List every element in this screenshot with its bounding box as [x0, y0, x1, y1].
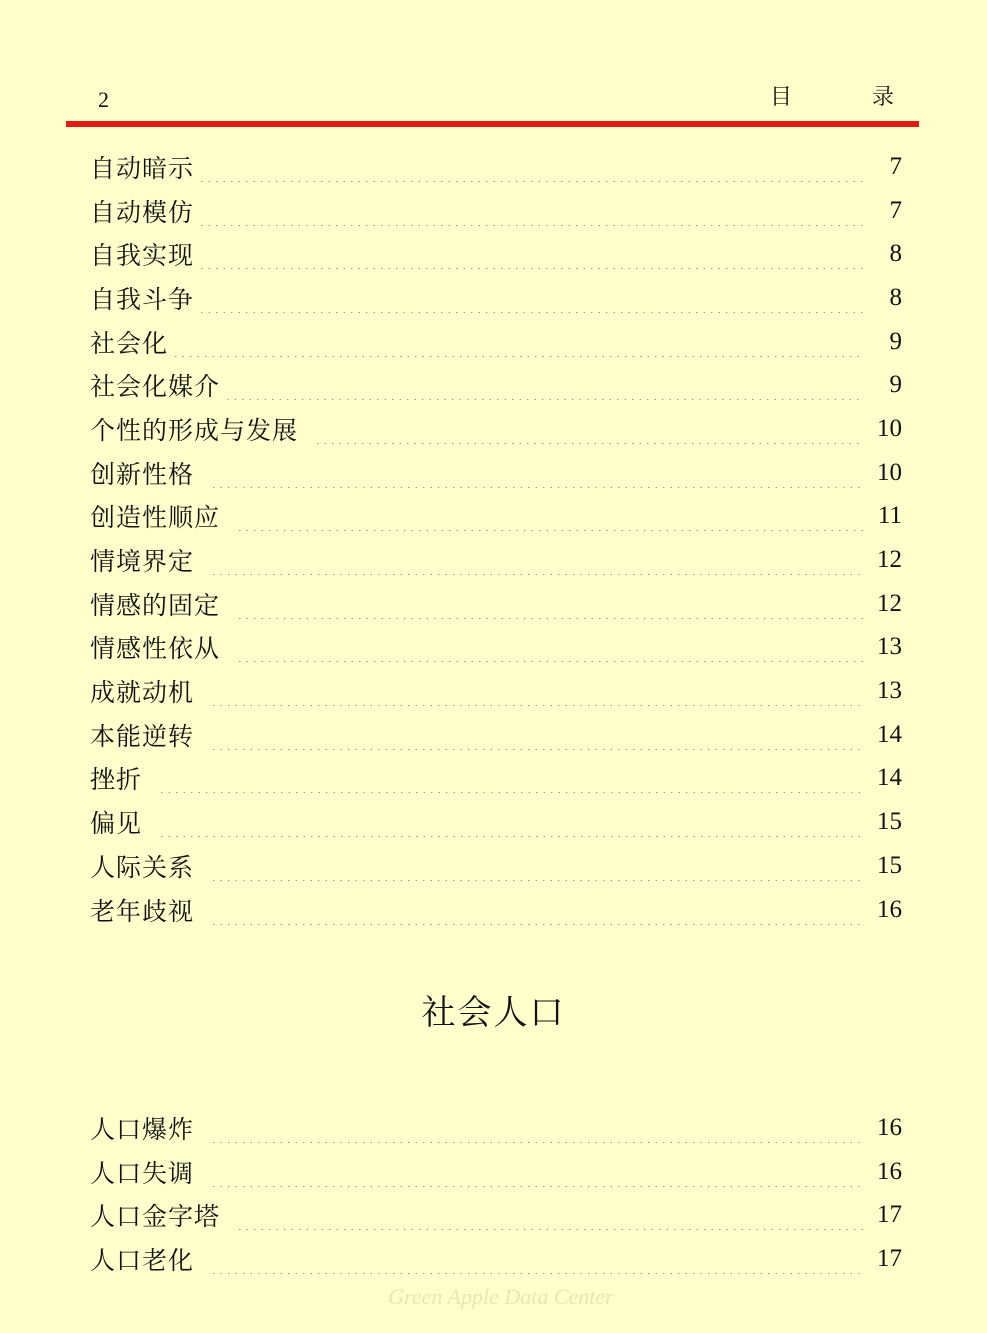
toc-entry-title: 成就动机 — [90, 678, 195, 708]
running-head-char: 录 — [871, 85, 894, 110]
toc-leader — [210, 1157, 864, 1187]
toc-entry-page: 8 — [889, 240, 902, 268]
toc-entry-title: 人口失调 — [90, 1158, 195, 1188]
toc-leader — [210, 458, 864, 488]
section-heading: 社会人口 — [421, 993, 566, 1033]
toc-entry[interactable] — [90, 713, 902, 757]
toc-entry-page: 11 — [877, 502, 902, 530]
toc-entry-page: 12 — [877, 589, 902, 617]
toc-list-top — [90, 145, 902, 931]
toc-leader — [210, 720, 864, 750]
toc-leader — [158, 763, 864, 793]
toc-entry-page: 14 — [877, 764, 902, 792]
toc-leader — [198, 283, 864, 313]
toc-entry-title: 情境界定 — [90, 547, 195, 577]
toc-entry-page: 16 — [877, 1157, 902, 1185]
toc-entry[interactable] — [90, 451, 902, 495]
toc-entry-page: 8 — [889, 283, 902, 311]
watermark: Green Apple Data Center — [388, 1284, 614, 1309]
toc-entry[interactable] — [90, 669, 902, 713]
toc-entry-page: 13 — [877, 633, 902, 661]
page-number: 2 — [98, 87, 109, 112]
toc-leader — [236, 501, 864, 531]
toc-leader — [198, 152, 864, 182]
toc-entry[interactable] — [90, 800, 902, 844]
toc-entry-title: 情感的固定 — [90, 590, 221, 620]
toc-leader — [210, 1244, 864, 1274]
toc-leader — [236, 1200, 864, 1230]
toc-entry-title: 创新性格 — [90, 459, 195, 489]
toc-entry-title: 情感性依从 — [90, 634, 221, 664]
toc-entry[interactable] — [90, 757, 902, 801]
toc-entry-page: 12 — [877, 546, 902, 574]
toc-entry[interactable] — [90, 145, 902, 189]
toc-entry-page: 16 — [877, 895, 902, 923]
toc-leader — [198, 196, 864, 226]
toc-entry-title: 社会化 — [90, 328, 169, 358]
toc-entry-page: 10 — [877, 458, 902, 486]
toc-entry[interactable] — [90, 232, 902, 276]
toc-entry-page: 7 — [889, 152, 902, 180]
toc-entry-page: 15 — [877, 808, 902, 836]
toc-leader — [198, 239, 864, 269]
toc-entry-page: 17 — [877, 1201, 902, 1229]
toc-entry[interactable] — [90, 1237, 902, 1281]
toc-entry-title: 自动模仿 — [90, 197, 195, 227]
toc-entry-title: 老年歧视 — [90, 896, 195, 926]
toc-entry[interactable] — [90, 888, 902, 932]
toc-entry[interactable] — [90, 626, 902, 670]
toc-entry[interactable] — [90, 582, 902, 626]
toc-entry-title: 人口金字塔 — [90, 1202, 221, 1232]
toc-entry-page: 17 — [877, 1244, 902, 1272]
toc-entry-page: 14 — [877, 720, 902, 748]
toc-entry-title: 个性的形成与发展 — [90, 415, 299, 445]
toc-list-bottom — [90, 1106, 902, 1281]
toc-entry-title: 人口爆炸 — [90, 1114, 195, 1144]
toc-entry-title: 社会化媒介 — [90, 372, 221, 402]
toc-entry-page: 13 — [877, 677, 902, 705]
toc-leader — [158, 807, 864, 837]
toc-entry-title: 人际关系 — [90, 852, 195, 882]
toc-leader — [210, 676, 864, 706]
toc-entry-page: 10 — [877, 414, 902, 442]
toc-entry[interactable] — [90, 538, 902, 582]
toc-entry-title: 本能逆转 — [90, 721, 195, 751]
toc-leader — [224, 370, 864, 400]
toc-entry-page: 16 — [877, 1113, 902, 1141]
toc-entry-title: 创造性顺应 — [90, 503, 221, 533]
toc-entry-page: 7 — [889, 196, 902, 224]
header-rule — [66, 121, 919, 127]
toc-entry-page: 9 — [889, 327, 902, 355]
toc-entry-title: 自我斗争 — [90, 284, 195, 314]
toc-leader — [210, 851, 864, 881]
toc-entry-page: 15 — [877, 851, 902, 879]
toc-entry-title: 偏见 — [90, 809, 143, 839]
toc-entry[interactable] — [90, 407, 902, 451]
toc-entry[interactable] — [90, 1150, 902, 1194]
running-head-char: 目 — [770, 85, 793, 110]
toc-leader — [172, 327, 864, 357]
toc-leader — [210, 545, 864, 575]
toc-entry[interactable] — [90, 1193, 902, 1237]
toc-entry[interactable] — [90, 363, 902, 407]
toc-leader — [210, 895, 864, 925]
running-head — [770, 84, 894, 112]
toc-entry-title: 挫折 — [90, 765, 143, 795]
toc-entry[interactable] — [90, 1106, 902, 1150]
toc-entry[interactable] — [90, 320, 902, 364]
toc-entry[interactable] — [90, 495, 902, 539]
toc-entry-title: 人口老化 — [90, 1245, 195, 1275]
toc-leader — [314, 414, 864, 444]
toc-entry[interactable] — [90, 844, 902, 888]
toc-leader — [236, 632, 864, 662]
toc-entry[interactable] — [90, 276, 902, 320]
toc-entry[interactable] — [90, 189, 902, 233]
toc-entry-page: 9 — [889, 371, 902, 399]
toc-leader — [236, 589, 864, 619]
toc-entry-title: 自我实现 — [90, 241, 195, 271]
toc-leader — [210, 1113, 864, 1143]
toc-entry-title: 自动暗示 — [90, 153, 195, 183]
